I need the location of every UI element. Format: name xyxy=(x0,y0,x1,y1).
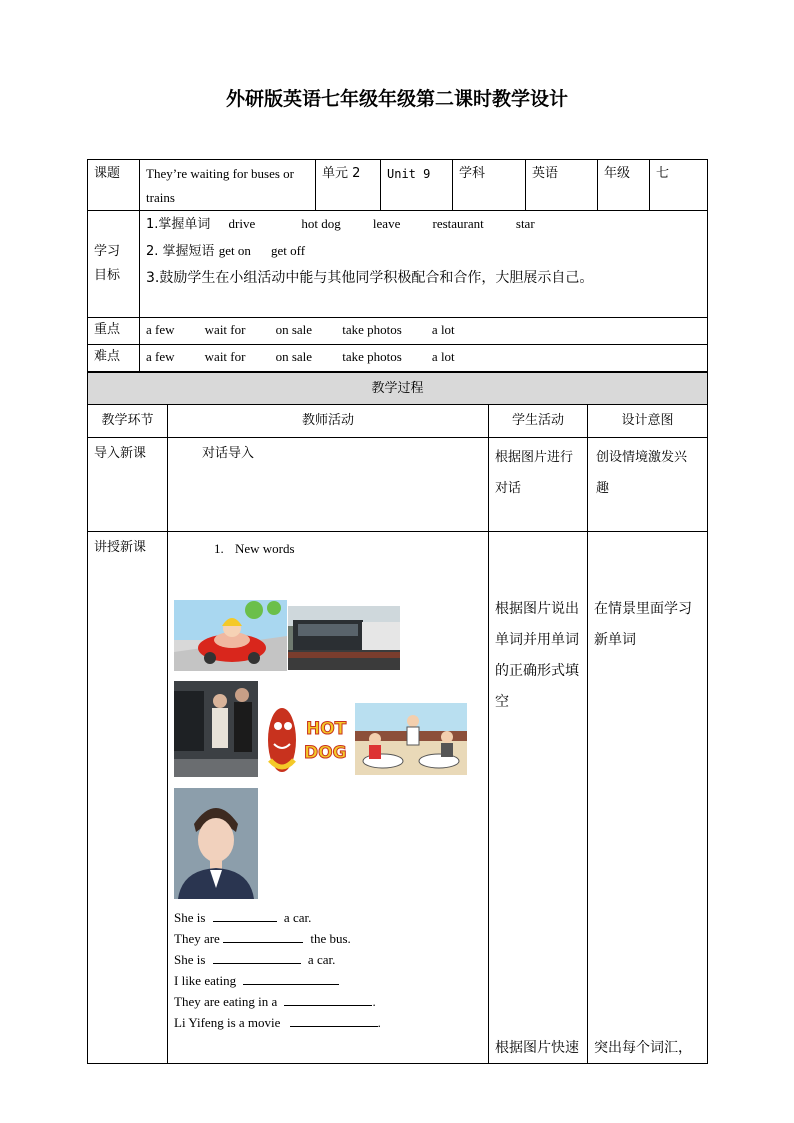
answer-blank[interactable] xyxy=(213,909,277,922)
objective-words-prefix: 1.掌握单词 xyxy=(146,217,211,232)
sentence-pre: I like eating xyxy=(174,973,237,988)
difficult-point-item: a few xyxy=(146,349,175,364)
objective-phrases-prefix: 2. 掌握短语 xyxy=(146,244,215,259)
key-point-item: on sale xyxy=(275,322,313,337)
unit-label: 单元 2 xyxy=(316,160,381,211)
key-points-content xyxy=(140,318,708,345)
grade-label: 年级 xyxy=(598,160,650,211)
new-words-heading-num: 1. xyxy=(214,541,224,556)
fill-sentence-4 xyxy=(174,970,381,991)
objective-cooperation: 3.鼓励学生在小组活动中能与其他同学积极配合和合作，大胆展示自己。 xyxy=(146,270,594,286)
objective-words xyxy=(146,211,701,238)
fill-in-exercise xyxy=(174,907,381,1033)
new-words-heading-text: New words xyxy=(235,541,295,556)
svg-text:HOT: HOT xyxy=(306,719,347,739)
info-table xyxy=(87,159,708,372)
word-item: restaurant xyxy=(432,216,484,231)
hotdog-picture-art xyxy=(258,700,356,776)
teacher-intro-text: 对话导入 xyxy=(202,446,255,461)
process-table xyxy=(87,372,708,1064)
key-point-item: a lot xyxy=(431,322,455,337)
sentence-post: . xyxy=(372,994,376,1009)
sentence-pre: They are eating in a xyxy=(174,994,278,1009)
sentence-pre: They are xyxy=(174,931,220,946)
word-item: hot dog xyxy=(301,216,341,231)
sentence-pre: Li Yifeng is a movie xyxy=(174,1015,281,1030)
restaurant-picture xyxy=(355,703,467,775)
objectives-label xyxy=(88,211,140,318)
objectives-content xyxy=(140,211,708,318)
phrase-item: get off xyxy=(270,243,306,258)
answer-blank[interactable] xyxy=(284,993,372,1006)
topic-value: They’re waiting for buses or trains xyxy=(140,160,316,211)
fill-sentence-3 xyxy=(174,949,381,970)
stage-new-lesson: 讲授新课 xyxy=(88,532,168,1064)
leave-picture xyxy=(174,681,258,777)
student-new-lesson xyxy=(489,532,588,1064)
topic-label: 课题 xyxy=(88,160,140,211)
difficult-point-item: on sale xyxy=(275,349,313,364)
sentence-post: a car. xyxy=(283,910,312,925)
process-header: 教学过程 xyxy=(88,373,708,405)
sentence-pre: She is xyxy=(174,952,206,967)
difficult-point-item: take photos xyxy=(342,349,402,364)
star-picture xyxy=(174,788,258,899)
key-point-item: a few xyxy=(146,322,175,337)
intent-intro: 创设情境激发兴趣 xyxy=(588,438,708,532)
word-item: drive xyxy=(228,216,256,231)
subject-label: 学科 xyxy=(453,160,526,211)
intent-new-lesson-text: 在情景里面学习新单词 xyxy=(594,601,692,648)
hotdog-picture xyxy=(258,700,356,776)
answer-blank[interactable] xyxy=(243,972,339,985)
key-point-item: take photos xyxy=(342,322,402,337)
star-picture-art xyxy=(174,788,258,899)
answer-blank[interactable] xyxy=(213,951,301,964)
difficult-point-item: wait for xyxy=(204,349,246,364)
bus-picture xyxy=(288,606,400,670)
subject-value: 英语 xyxy=(526,160,598,211)
word-item: leave xyxy=(372,216,401,231)
fill-sentence-5 xyxy=(174,991,381,1012)
page-title: 外研版英语七年级年级第二课时教学设计 xyxy=(225,88,568,110)
column-header-stage: 教学环节 xyxy=(88,405,168,438)
column-header-student: 学生活动 xyxy=(489,405,588,438)
column-header-teacher: 教师活动 xyxy=(168,405,489,438)
sentence-post: the bus. xyxy=(310,931,351,946)
phrase-item: get on xyxy=(218,243,251,258)
column-header-intent: 设计意图 xyxy=(588,405,708,438)
answer-blank[interactable] xyxy=(290,1014,378,1027)
answer-blank[interactable] xyxy=(223,930,303,943)
fill-sentence-2 xyxy=(174,928,381,949)
drive-picture-art xyxy=(174,600,287,671)
restaurant-picture-art xyxy=(355,703,467,775)
word-item: star xyxy=(515,216,535,231)
objectives-label-1: 学习 xyxy=(94,244,121,259)
grade-value: 七 xyxy=(650,160,708,211)
teacher-new-lesson xyxy=(168,532,489,1064)
student-intro: 根据图片进行对话 xyxy=(489,438,588,532)
stage-intro: 导入新课 xyxy=(88,438,168,532)
difficult-points-content xyxy=(140,345,708,372)
sentence-post: a car. xyxy=(307,952,336,967)
difficult-point-item: a lot xyxy=(431,349,455,364)
new-words-heading xyxy=(214,537,295,561)
svg-text:DOG: DOG xyxy=(304,743,347,763)
fill-sentence-1 xyxy=(174,907,381,928)
key-points-label: 重点 xyxy=(88,318,140,345)
difficult-points-label: 难点 xyxy=(88,345,140,372)
sentence-pre: She is xyxy=(174,910,206,925)
drive-picture xyxy=(174,600,287,671)
leave-picture-art xyxy=(174,681,258,777)
teacher-intro xyxy=(168,438,489,532)
student-new-lesson-text: 根据图片说出单词并用单词的正确形式填空 xyxy=(495,601,579,710)
intent-new-lesson xyxy=(588,532,708,1064)
key-point-item: wait for xyxy=(204,322,246,337)
student-new-lesson-text-2: 根据图片快速 xyxy=(495,1040,579,1056)
sentence-post: . xyxy=(377,1015,381,1030)
intent-new-lesson-text-2: 突出每个词汇， xyxy=(594,1040,692,1056)
bus-picture-art xyxy=(288,606,400,670)
fill-sentence-6 xyxy=(174,1012,381,1033)
unit-value: Unit 9 xyxy=(381,160,453,211)
objective-phrases xyxy=(146,238,701,265)
objectives-label-2: 目标 xyxy=(94,268,121,283)
